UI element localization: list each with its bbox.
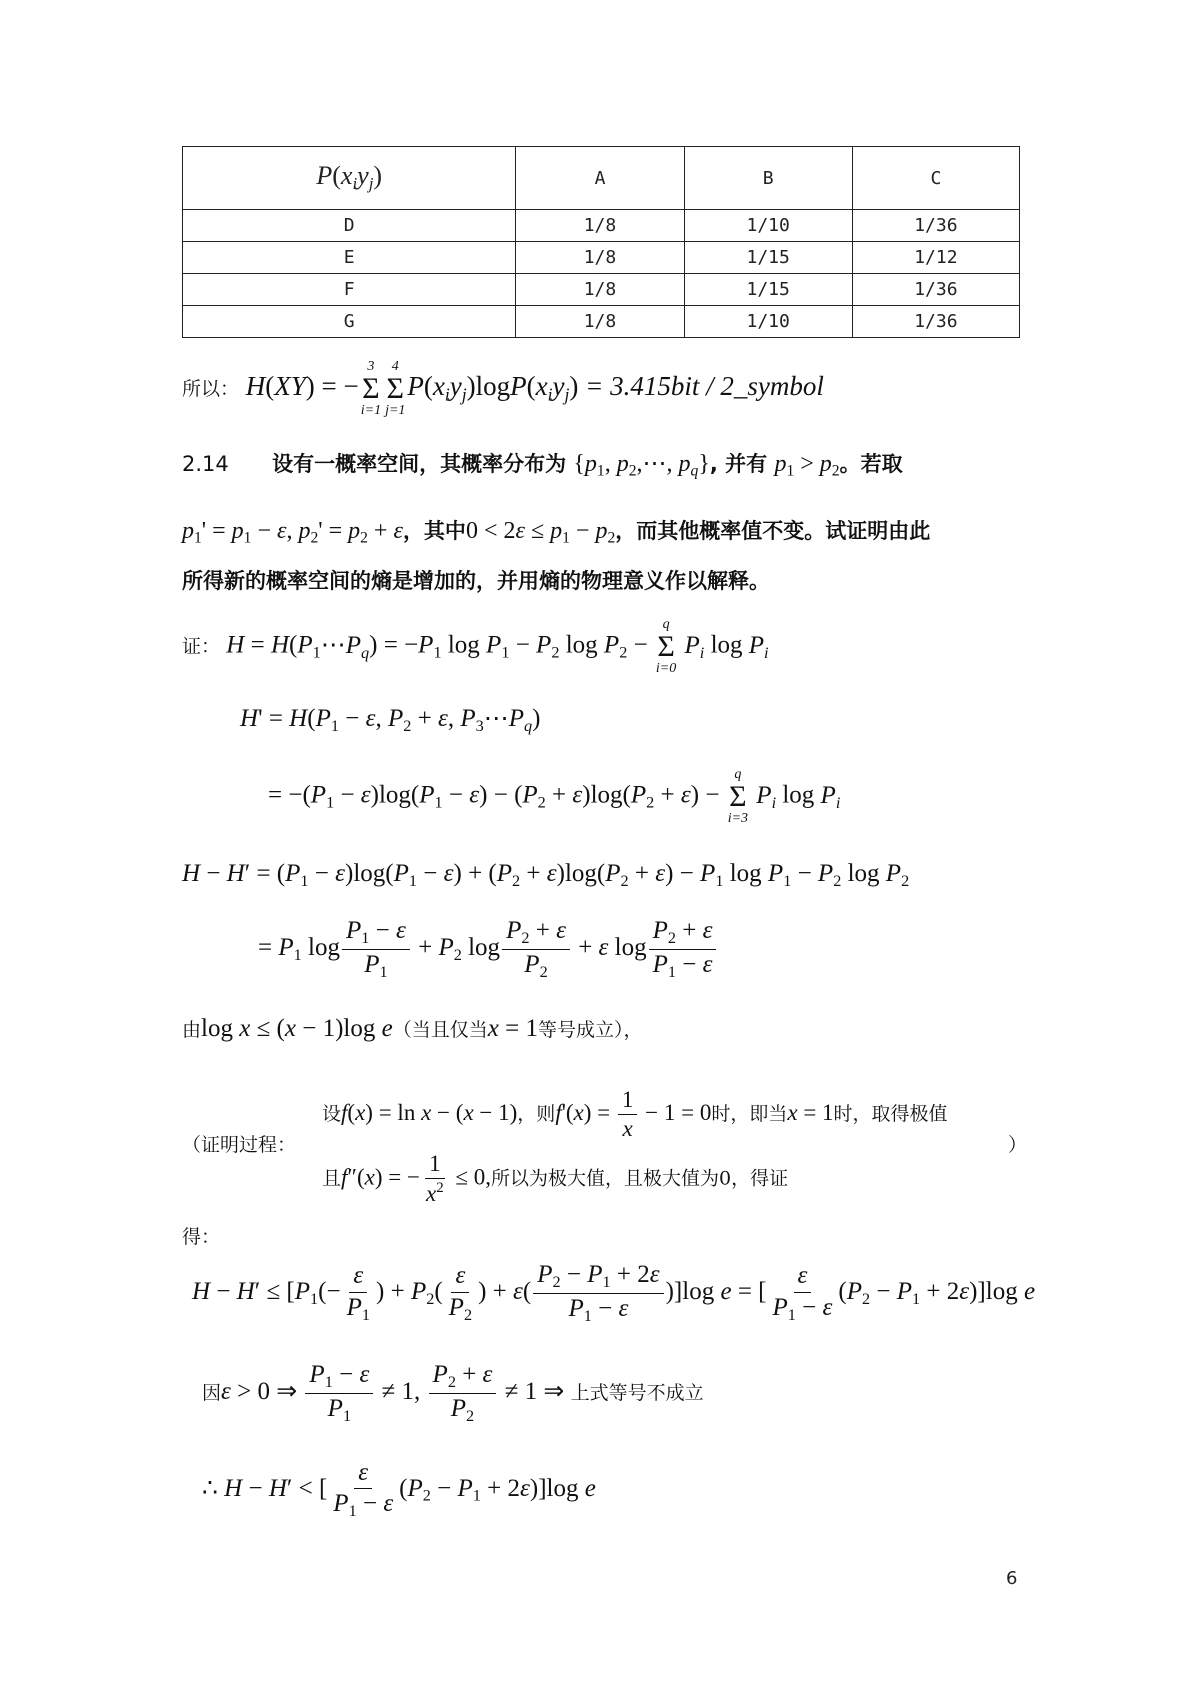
aside-line-2: 且f″(x) = − $\frac{1}{x^2}$ ≤ 0,所以为极大值，且极大值为0，得证 (322, 1151, 789, 1207)
table-cell: 1/12 (852, 242, 1019, 274)
problem-text: , 并有 (709, 452, 768, 476)
so-prefix: 所以： (182, 378, 240, 401)
joint-probability-table (182, 146, 1020, 338)
table-cell: 1/8 (516, 274, 684, 306)
table-corner-label: $P(x_iy_j)$ (183, 147, 516, 210)
because-suffix: 上式等号不成立 (570, 1382, 704, 1405)
aside-text: 所以为极大值，且极大值为0，得证 (491, 1167, 789, 1190)
table-cell: 1/36 (852, 306, 1019, 338)
table-row (183, 242, 1020, 274)
table-cell: 1/8 (516, 242, 684, 274)
problem-number: 2.14 (182, 452, 229, 476)
table-cell: 1/15 (684, 274, 852, 306)
conclusion-line: ∴ H − H′ < [ $\frac{\varepsilon}{P_1 - \varepsilon}$ $(P_2 - P_1 + 2\varepsilon)]\log$ e (202, 1459, 596, 1521)
row-label: G (183, 306, 516, 338)
table-cell: 1/10 (684, 210, 852, 242)
problem-line-2: $p_1' = p_1 - \varepsilon$, $p_2' = p_2 + \varepsilon$，其中$0 < 2\varepsilon \le p_1 - p_2$，而其他概率值不变。试证明由此 (182, 518, 931, 547)
problem-text: ，其中 (402, 519, 466, 543)
aside-text: 时，即当 (711, 1102, 788, 1125)
aside-text: 且 (322, 1167, 342, 1190)
joint-entropy-equation: 所以： H(XY) = − 3 Σ i=1 4 Σ j=1 $P(x_iy_j)\log P(x_iy_j) = 3.415bit$ / 2_symbol (182, 359, 824, 418)
proof-line-difference-log-form: = $P_1$ log $\frac{P_1 - \varepsilon}{P_1}$ + $P_2$ log $\frac{P_2 + \varepsilon}{P_2}$ + ε log $\frac{P_2 + \varepsilon}{P_1 - \varepsilon}$ (258, 918, 718, 981)
get-label: 得： (182, 1226, 221, 1248)
problem-text: 。若取 (839, 452, 903, 476)
problem-line-1: 2.14 设有一概率空间，其概率分布为 {$p_1$, $p_2,\cdots$, $p_q$}, 并有 $p_1 > p_2$。若取 (182, 451, 903, 480)
by-prefix: 由 (182, 1019, 202, 1041)
table-header-row (183, 147, 1020, 210)
table-cell: 1/36 (852, 210, 1019, 242)
problem-text: 所得新的概率空间的熵是增加的，并用熵的物理意义作以解释。 (182, 569, 770, 593)
table-cell: 1/8 (516, 210, 684, 242)
aside-close: ） (1008, 1134, 1028, 1156)
table-header-cell: A (516, 147, 684, 210)
aside-line-1: 设f(x) = ln x − (x − 1)，则f'(x) = $\frac{1}{x}$ − 1 = 0时，即当x = 1时，取得极值 (322, 1087, 948, 1142)
bound-line: $H - H' \le [P_1(-$ $\frac{\varepsilon}{P_1}$ ) + $P_2$( $\frac{\varepsilon}{P_2}$ ) + ε( $\frac{P_2 - P_1 + 2\varepsilon}{P_1 - \varepsilon}$ )]log e = [ $\frac{\varepsilon}{P_1 - \varepsilon}$ $(P_2 - P_1 + 2\varepsilon)]\log$ e (192, 1261, 1036, 1325)
row-label: F (183, 274, 516, 306)
proof-prefix: 证： (182, 635, 221, 658)
proof-line-h-prime-expanded: = $-(P_1 - \varepsilon)\log(P_1 - \varepsilon) - (P_2 + \varepsilon)\log(P_2 + \varepsilon)$ − q Σ i=3 $P_i$ $\log P_i$ (268, 767, 841, 826)
aside-text: 设 (322, 1102, 342, 1125)
row-label: E (183, 242, 516, 274)
aside-text: ，则 (517, 1102, 556, 1125)
table-cell: 1/10 (684, 306, 852, 338)
because-line: 因ε > 0 ⇒ $\frac{P_1 - \varepsilon}{P_1}$ ≠ 1, $\frac{P_2 + \varepsilon}{P_2}$ ≠ 1 ⇒ 上式等号不成立 (202, 1361, 704, 1425)
proof-line-h-prime: $H' = H(P_1 - \varepsilon$, $P_2 + \varepsilon$, $P_3\cdots P_q$) (240, 705, 541, 735)
aside-text: 时，取得极值 (833, 1102, 948, 1125)
table-row (183, 306, 1020, 338)
table-cell: 1/8 (516, 306, 684, 338)
table-header-cell: B (684, 147, 852, 210)
aside-open: （证明过程： (182, 1134, 297, 1156)
problem-text: ，而其他概率值不变。试证明由此 (615, 519, 931, 543)
table-cell: 1/15 (684, 242, 852, 274)
entropy-result: = 3.415bit / 2_symbol (585, 371, 824, 402)
problem-text: 设有一概率空间，其概率分布为 (272, 452, 567, 476)
by-note: （当且仅当 (392, 1019, 488, 1041)
inequality-line: 由log x ≤ (x − 1)log e（当且仅当x = 1等号成立）， (182, 1015, 643, 1042)
proof-line-h: 证： $H = H(P_1\cdots P_q) = -P_1$ $\log P_1 - P_2$ $\log P_2$ − q Σ i=0 $P_i$ $\log P_i$ (182, 617, 769, 676)
table-row (183, 274, 1020, 306)
table-row (183, 210, 1020, 242)
row-label: D (183, 210, 516, 242)
table-cell: 1/36 (852, 274, 1019, 306)
proof-line-difference: $H - H' = (P_1 - \varepsilon)\log(P_1 - \varepsilon) + (P_2 + \varepsilon)\log(P_2 + \varepsilon) - P_1$ $\log P_1 - P_2$ $\log P_2$ (182, 860, 910, 890)
problem-line-3 (182, 565, 770, 595)
table-header-cell: C (852, 147, 1019, 210)
by-note-end: 等号成立）， (537, 1019, 643, 1041)
page-number: 6 (1006, 1568, 1018, 1589)
because-prefix: 因 (202, 1382, 222, 1405)
